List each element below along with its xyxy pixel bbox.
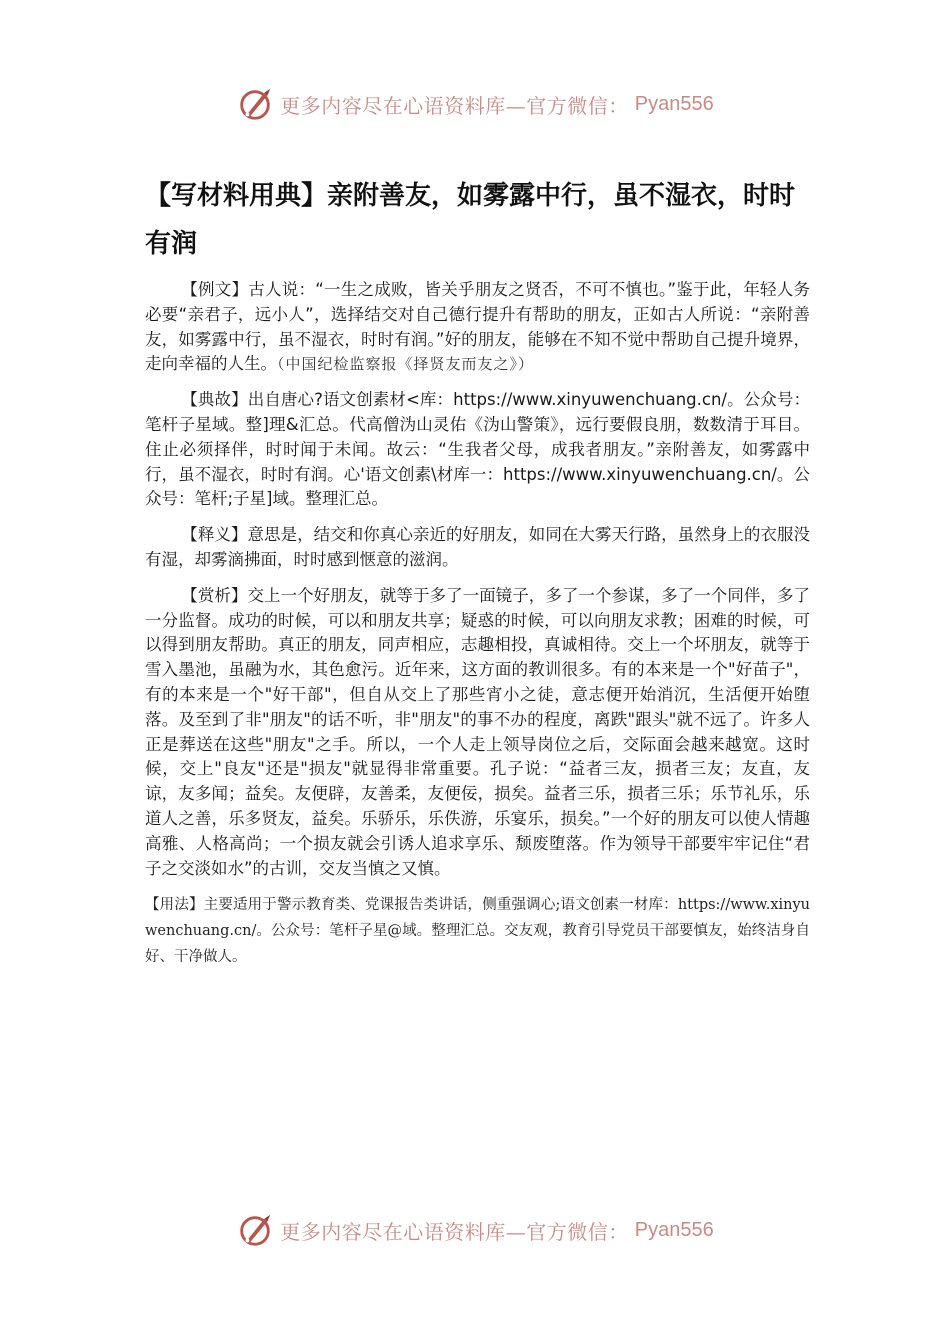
banner-handle: Pyan556 [634,1218,714,1241]
usage-paragraph [145,892,810,970]
quill-logo-icon [236,1211,274,1249]
analysis-label: 【赏析】 [181,585,248,605]
banner-text: 更多内容尽在心语资料库—官方微信： [280,1219,629,1244]
banner-handle: Pyan556 [634,92,714,115]
example-body: 古人说：“一生之成败，皆关乎朋友之贤否，不可不慎也。”鉴于此，年轻人务必要“亲君子，远小人”，选择结交对自己德行提升有帮助的朋友，正如古人所说：“亲附善友，如雾露中行，虽不湿衣，时时有润。”好的朋友，能够在不知不觉中帮助自己提升境界，走向幸福的人生。 [145,280,810,374]
example-paragraph [145,278,810,377]
banner-text: 更多内容尽在心语资料库—官方微信： [280,93,629,118]
origin-body: 出自唐心?语文创素材<库：https://www.xinyuwenchuang.cn/。公众号：笔杆子星域。整]理&汇总。代高僧沩山灵佑《沩山警策》，远行要假良朋，数数清于耳目。住止必须择伴，时时闻于未闻。故云：“生我者父母，成我者朋友。”亲附善友，如雾露中行，虽不湿衣，时时有润。心'语文创素\材库一：https://www.xinyuwenchuang.cn/。公众号：笔杆;子星]域。整理汇总。 [145,390,811,509]
example-label: 【例文】 [181,280,249,299]
footer-banner [0,1208,950,1252]
meaning-label: 【释义】 [181,525,248,545]
example-source: （中国纪检监察报《择贤友而友之》） [277,355,535,374]
article-title: 【写材料用典】亲附善友，如雾露中行，虽不湿衣，时时有润 [145,181,796,259]
article [145,172,810,981]
usage-label: 【用法】 [145,897,204,914]
meaning-paragraph [145,523,810,573]
analysis-body: 交上一个好朋友，就等于多了一面镜子，多了一个参谋，多了一个同伴，多了一分监督。成功的时候，可以和朋友共享；疑惑的时候，可以向朋友求教；困难的时候，可以得到朋友帮助。真正的朋友，同声相应，志趣相投，真诚相待。交上一个坏朋友，就等于雪入墨池，虽融为水，其色愈污。近年来，这方面的教训很多。有的本来是一个"好苗子"，有的本来是一个"好干部"，但自从交上了那些宵小之徒，意志便开始消沉，生活便开始堕落。及至到了非"朋友"的话不听，非"朋友"的事不办的程度，离跌"跟头"就不远了。许多人正是葬送在这些"朋友"之手。所以，一个人走上领导岗位之后，交际面会越来越宽。这时候，交上"良友"还是"损友"就显得非常重要。孔子说：“益者三友，损者三友；友直，友谅，友多闻；益矣。友便辟，友善柔，友便佞，损矣。益者三乐，损者三乐；乐节礼乐，乐道人之善，乐多贤友，益矣。乐骄乐，乐佚游，乐宴乐，损矣。”一个好的朋友可以使人情趣高雅、人格高尚；一个损友就会引诱人追求享乐、颓废堕落。作为领导干部要牢牢记住“君子之交淡如水”的古训，交友当慎之又慎。 [145,585,811,878]
header-banner [0,82,950,126]
origin-label: 【典故】 [181,390,248,410]
analysis-paragraph [145,584,810,882]
meaning-body: 意思是，结交和你真心亲近的好朋友，如同在大雾天行路，虽然身上的衣服没有湿，却雾滴拂面，时时感到惬意的滋润。 [145,525,811,569]
origin-paragraph [145,388,810,512]
quill-logo-icon [236,85,274,123]
usage-body: 主要适用于警示教育类、党课报告类讲话，侧重强调心;语文创素一材库：https://www.xinyuwenchuang.cn/。公众号：笔杆子星@域。整理汇总。交友观，教育引导党员干部要慎友，始终洁身自好、干净做人。 [145,897,811,966]
